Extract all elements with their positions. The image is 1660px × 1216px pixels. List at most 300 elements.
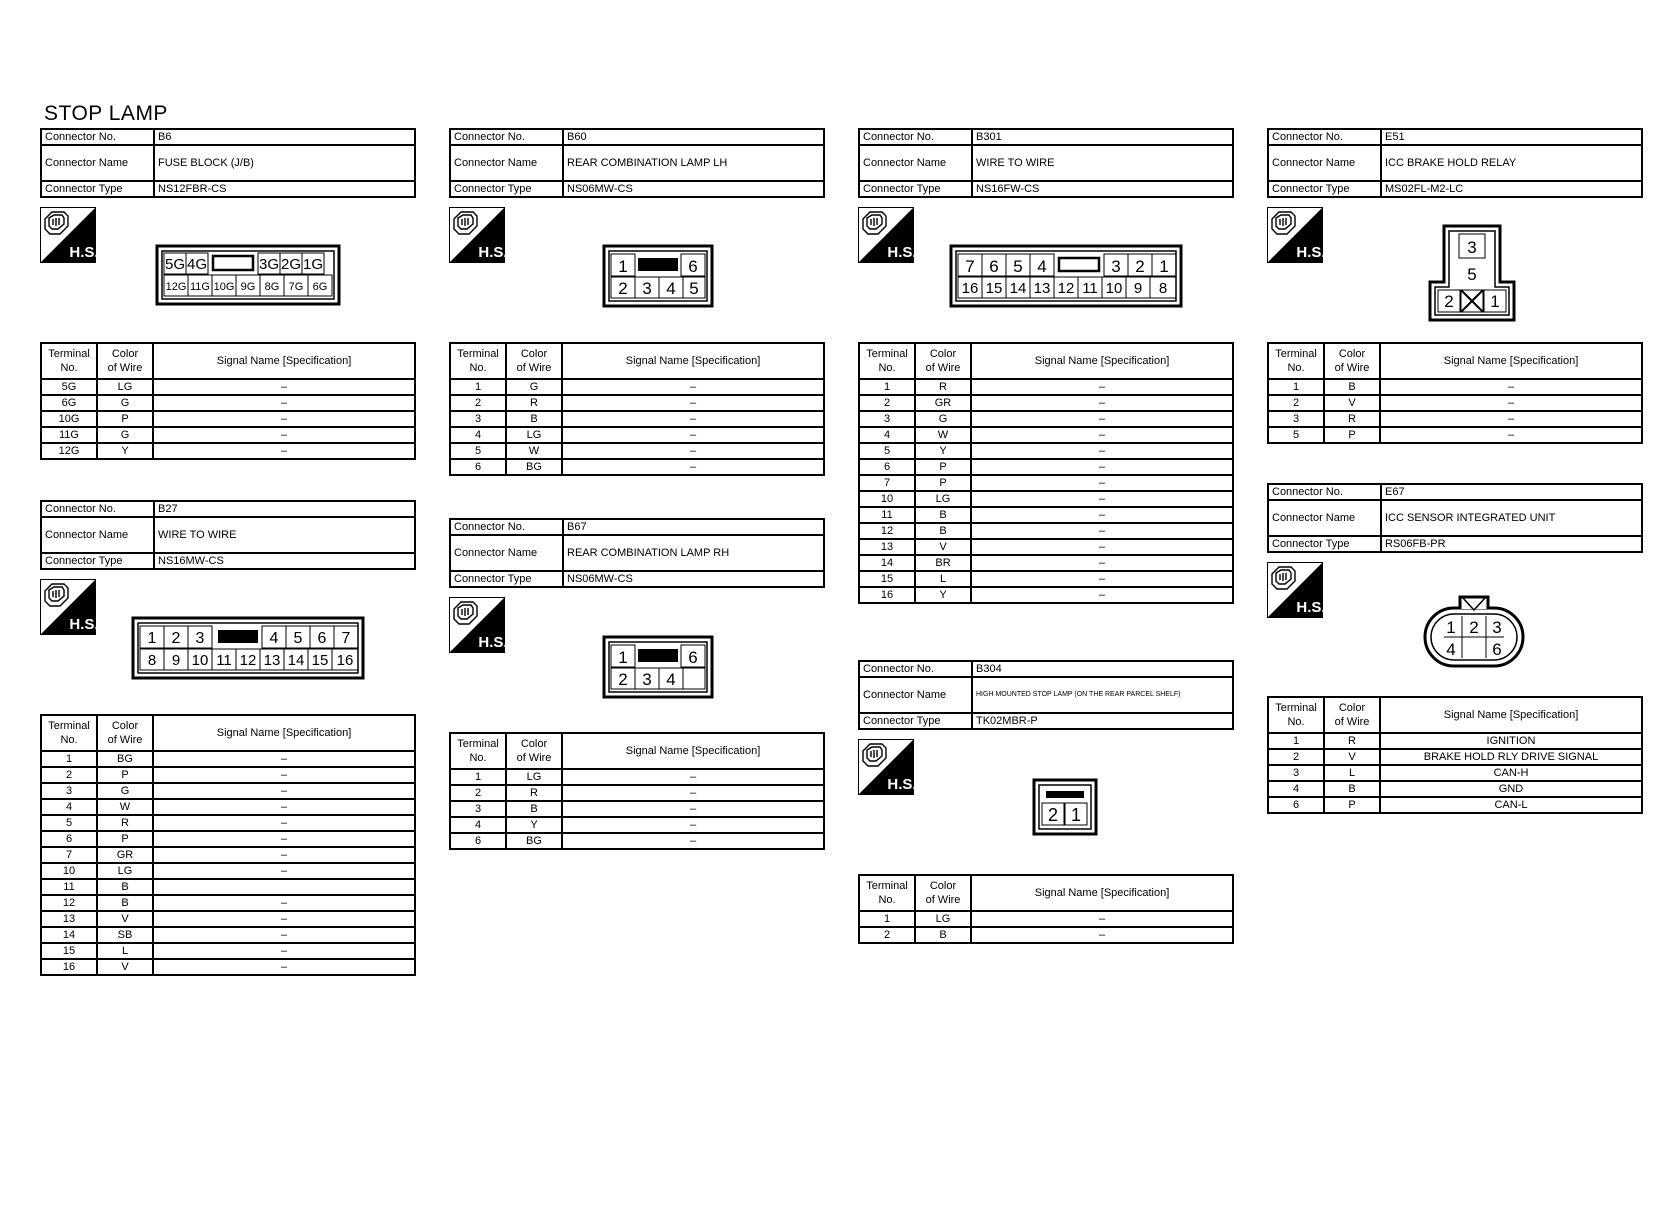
wire-color-header: Color of Wire — [506, 733, 562, 769]
connector-face-e67 — [1422, 592, 1526, 672]
pin-label: 4 — [666, 670, 676, 689]
wire-color-cell: P — [97, 411, 153, 427]
table-row — [41, 443, 415, 459]
pin-label: 5 — [293, 630, 303, 647]
pin-label: 1 — [1159, 257, 1169, 276]
table-row — [41, 959, 415, 975]
signal-name-cell — [153, 879, 415, 895]
table-row — [41, 831, 415, 847]
terminal-table — [1267, 342, 1643, 444]
wire-color-cell: P — [1324, 797, 1380, 813]
signal-name-cell: – — [1380, 411, 1642, 427]
connector-type-value: MS02FL-M2-LC — [1381, 181, 1642, 197]
terminal-cell: 4 — [859, 427, 915, 443]
table-row — [450, 459, 824, 475]
table-row — [450, 443, 824, 459]
wire-color-cell: Y — [506, 817, 562, 833]
terminal-cell: 13 — [859, 539, 915, 555]
pin-label: 13 — [263, 652, 281, 669]
pin-label: 2 — [618, 279, 628, 298]
pin-label: 1 — [147, 630, 157, 647]
signal-name-cell: – — [153, 411, 415, 427]
wire-color-header: Color of Wire — [1324, 697, 1380, 733]
pin-label: 12G — [165, 281, 187, 293]
connector-block-b27 — [40, 500, 416, 570]
table-row — [450, 427, 824, 443]
wire-color-cell: V — [1324, 395, 1380, 411]
key-slot — [638, 649, 678, 662]
connector-no-value: E51 — [1381, 129, 1642, 145]
signal-name-cell: – — [562, 817, 824, 833]
terminal-no-header: Terminal No. — [41, 343, 97, 379]
key-slot — [218, 630, 258, 643]
terminal-cell: 5 — [859, 443, 915, 459]
terminal-table — [1267, 696, 1643, 814]
terminal-cell: 6 — [450, 459, 506, 475]
pin-label: 12 — [1057, 280, 1075, 297]
signal-name-cell: – — [562, 427, 824, 443]
connector-name-value: HIGH MOUNTED STOP LAMP (ON THE REAR PARCEL SHELF) — [972, 677, 1233, 713]
wire-color-cell: B — [915, 507, 971, 523]
signal-name-cell: CAN-H — [1380, 765, 1642, 781]
pin-label: 2 — [1047, 805, 1059, 825]
pin-label: 4 — [269, 630, 279, 647]
hs-label: H.S. — [478, 244, 505, 261]
table-row — [41, 395, 415, 411]
wire-color-cell: LG — [915, 491, 971, 507]
connector-no-value: B60 — [563, 129, 824, 145]
connector-name-value: FUSE BLOCK (J/B) — [154, 145, 415, 181]
table-row — [1268, 427, 1642, 443]
signal-name-cell: – — [971, 475, 1233, 491]
pin-label: 3 — [642, 279, 652, 298]
connector-no-value: B67 — [563, 519, 824, 535]
connector-name-label: Connector Name — [450, 535, 563, 571]
page-title: STOP LAMP — [44, 102, 168, 125]
pin-label: 15 — [985, 280, 1003, 297]
signal-name-cell: – — [153, 815, 415, 831]
pin-label: 5 — [1013, 257, 1023, 276]
connector-name-label: Connector Name — [859, 145, 972, 181]
wire-color-cell: R — [506, 785, 562, 801]
signal-name-cell: – — [153, 847, 415, 863]
signal-name-cell: – — [153, 959, 415, 975]
hs-label: H.S. — [1296, 599, 1323, 616]
connector-name-value: ICC SENSOR INTEGRATED UNIT — [1381, 500, 1642, 536]
signal-name-cell: – — [153, 863, 415, 879]
pin-label: 4G — [186, 256, 208, 273]
signal-name-cell: – — [971, 571, 1233, 587]
hs-label: H.S. — [69, 616, 96, 633]
wire-color-cell: Y — [915, 587, 971, 603]
table-row — [450, 395, 824, 411]
pin-label: 14 — [1009, 280, 1027, 297]
terminal-cell: 6G — [41, 395, 97, 411]
terminal-cell: 4 — [450, 427, 506, 443]
signal-name-cell: – — [1380, 379, 1642, 395]
wire-color-cell: LG — [506, 769, 562, 785]
terminal-no-header: Terminal No. — [859, 343, 915, 379]
connector-block-e51 — [1267, 128, 1643, 198]
signal-name-cell: CAN-L — [1380, 797, 1642, 813]
hs-label: H.S. — [887, 244, 914, 261]
connector-no-label: Connector No. — [450, 519, 563, 535]
pin-label: 11G — [190, 281, 210, 293]
terminal-no-header: Terminal No. — [41, 715, 97, 751]
wire-color-cell: LG — [506, 427, 562, 443]
wire-color-cell: B — [1324, 781, 1380, 797]
signal-name-cell: – — [153, 443, 415, 459]
wire-color-cell: Y — [915, 443, 971, 459]
table-row — [41, 783, 415, 799]
hs-label: H.S. — [478, 634, 505, 651]
signal-name-cell: – — [562, 769, 824, 785]
terminal-cell: 13 — [41, 911, 97, 927]
pin-label: 3 — [1111, 257, 1121, 276]
terminal-cell: 2 — [450, 395, 506, 411]
terminal-cell: 10 — [859, 491, 915, 507]
terminal-cell: 16 — [859, 587, 915, 603]
table-row — [450, 817, 824, 833]
connector-info-table — [449, 128, 825, 198]
terminal-cell: 5 — [41, 815, 97, 831]
terminal-cell: 1 — [1268, 733, 1324, 749]
signal-table-e51 — [1267, 342, 1643, 444]
table-row — [450, 801, 824, 817]
terminal-cell: 3 — [41, 783, 97, 799]
table-row — [41, 767, 415, 783]
wire-color-header: Color of Wire — [915, 875, 971, 911]
terminal-cell: 11G — [41, 427, 97, 443]
table-row — [41, 895, 415, 911]
terminal-cell: 2 — [450, 785, 506, 801]
terminal-cell: 3 — [450, 411, 506, 427]
connector-block-b60 — [449, 128, 825, 198]
wire-color-cell: W — [915, 427, 971, 443]
pin-label: 2G — [280, 256, 302, 273]
terminal-cell: 6 — [41, 831, 97, 847]
signal-name-cell: – — [153, 927, 415, 943]
pin-label: 6 — [1492, 640, 1502, 659]
terminal-cell: 3 — [859, 411, 915, 427]
connector-name-value: REAR COMBINATION LAMP LH — [563, 145, 824, 181]
connector-block-b304 — [858, 660, 1234, 730]
table-row — [859, 507, 1233, 523]
harness-side-icon — [449, 597, 505, 653]
connector-block-b301 — [858, 128, 1234, 198]
terminal-no-header: Terminal No. — [1268, 697, 1324, 733]
table-row — [41, 943, 415, 959]
connector-name-value: ICC BRAKE HOLD RELAY — [1381, 145, 1642, 181]
table-row — [1268, 749, 1642, 765]
table-row — [859, 395, 1233, 411]
signal-name-cell: – — [1380, 395, 1642, 411]
wire-color-cell: BG — [506, 833, 562, 849]
pin-label: 2 — [1444, 292, 1454, 311]
pin-label: 3 — [1492, 618, 1502, 637]
wire-color-cell: L — [915, 571, 971, 587]
pin-label: 15 — [311, 652, 329, 669]
wire-color-cell: G — [97, 783, 153, 799]
wire-color-header: Color of Wire — [97, 343, 153, 379]
signal-name-cell: – — [153, 395, 415, 411]
connector-face-b304 — [1032, 778, 1098, 836]
pin-label: 12 — [239, 652, 257, 669]
wire-color-cell: V — [915, 539, 971, 555]
table-row — [859, 443, 1233, 459]
signal-name-cell: – — [153, 751, 415, 767]
wire-color-cell: W — [506, 443, 562, 459]
harness-side-icon — [858, 207, 914, 263]
pin-label: 6 — [989, 257, 999, 276]
signal-name-cell: – — [562, 459, 824, 475]
connector-face-e51 — [1428, 224, 1516, 322]
wire-color-cell: B — [506, 411, 562, 427]
signal-name-cell: BRAKE HOLD RLY DRIVE SIGNAL — [1380, 749, 1642, 765]
table-row — [859, 587, 1233, 603]
terminal-cell: 5 — [1268, 427, 1324, 443]
wire-color-cell: G — [97, 427, 153, 443]
wire-color-cell: B — [506, 801, 562, 817]
terminal-table — [40, 342, 416, 460]
signal-name-cell: – — [1380, 427, 1642, 443]
wire-color-cell: P — [915, 475, 971, 491]
pin-label: 5 — [689, 279, 699, 298]
connector-type-label: Connector Type — [1268, 536, 1381, 552]
table-row — [41, 879, 415, 895]
terminal-cell: 7 — [41, 847, 97, 863]
connector-block-b6 — [40, 128, 416, 198]
wire-color-cell: L — [1324, 765, 1380, 781]
signal-name-cell: – — [971, 395, 1233, 411]
terminal-cell: 4 — [41, 799, 97, 815]
connector-info-table — [1267, 483, 1643, 553]
connector-type-label: Connector Type — [41, 553, 154, 569]
wire-color-cell: B — [1324, 379, 1380, 395]
terminal-cell: 7 — [859, 475, 915, 491]
terminal-cell: 14 — [859, 555, 915, 571]
pin-label: 3 — [1467, 238, 1477, 257]
pin-label: 2 — [618, 670, 628, 689]
signal-table-b301 — [858, 342, 1234, 604]
harness-side-icon — [1267, 207, 1323, 263]
signal-name-cell: – — [971, 491, 1233, 507]
signal-name-header: Signal Name [Specification] — [1380, 343, 1642, 379]
wire-color-cell: P — [97, 767, 153, 783]
hs-label: H.S. — [69, 244, 96, 261]
connector-name-label: Connector Name — [1268, 145, 1381, 181]
terminal-cell: 15 — [41, 943, 97, 959]
pin-label: 6G — [312, 281, 328, 293]
connector-info-table — [858, 660, 1234, 730]
harness-side-icon — [40, 579, 96, 635]
signal-name-cell: – — [971, 587, 1233, 603]
connector-name-value: WIRE TO WIRE — [154, 517, 415, 553]
pin-label: 2 — [171, 630, 181, 647]
terminal-cell: 12G — [41, 443, 97, 459]
wire-color-cell: SB — [97, 927, 153, 943]
pin-label: 6 — [688, 648, 698, 667]
wire-color-cell: P — [97, 831, 153, 847]
connector-no-value: E67 — [1381, 484, 1642, 500]
signal-name-cell: – — [971, 539, 1233, 555]
hs-label: H.S. — [1296, 244, 1323, 261]
key-slot — [1046, 791, 1084, 798]
signal-name-header: Signal Name [Specification] — [971, 343, 1233, 379]
terminal-table — [858, 874, 1234, 944]
connector-no-label: Connector No. — [41, 129, 154, 145]
connector-type-label: Connector Type — [1268, 181, 1381, 197]
table-row — [859, 911, 1233, 927]
terminal-cell: 2 — [1268, 749, 1324, 765]
wire-color-cell: LG — [915, 911, 971, 927]
terminal-table — [40, 714, 416, 976]
signal-name-header: Signal Name [Specification] — [1380, 697, 1642, 733]
table-row — [41, 427, 415, 443]
table-row — [859, 539, 1233, 555]
terminal-cell: 2 — [41, 767, 97, 783]
connector-name-label: Connector Name — [1268, 500, 1381, 536]
terminal-cell: 12 — [41, 895, 97, 911]
pin-label: 7G — [288, 281, 304, 293]
signal-name-cell: – — [562, 395, 824, 411]
table-row — [41, 927, 415, 943]
pin-label: 4 — [1037, 257, 1047, 276]
connector-name-label: Connector Name — [41, 517, 154, 553]
connector-type-label: Connector Type — [41, 181, 154, 197]
pin-label: 10 — [191, 652, 209, 669]
connector-type-value: NS16FW-CS — [972, 181, 1233, 197]
connector-info-table — [858, 128, 1234, 198]
signal-name-cell: – — [562, 379, 824, 395]
connector-type-value: NS06MW-CS — [563, 571, 824, 587]
table-row — [41, 799, 415, 815]
pin-label: 14 — [287, 652, 305, 669]
signal-table-b67 — [449, 732, 825, 850]
signal-name-cell: IGNITION — [1380, 733, 1642, 749]
wire-color-cell: G — [915, 411, 971, 427]
terminal-cell: 11 — [859, 507, 915, 523]
wire-color-cell: L — [97, 943, 153, 959]
terminal-cell: 3 — [1268, 765, 1324, 781]
signal-name-cell: – — [153, 379, 415, 395]
pin-label: 4 — [666, 279, 676, 298]
wire-color-cell: BR — [915, 555, 971, 571]
signal-name-cell: – — [153, 831, 415, 847]
wire-color-cell: V — [97, 959, 153, 975]
wire-color-cell: GR — [915, 395, 971, 411]
pin-label: 2 — [1469, 618, 1479, 637]
terminal-cell: 4 — [450, 817, 506, 833]
terminal-cell: 6 — [859, 459, 915, 475]
terminal-table — [449, 732, 825, 850]
table-row — [450, 769, 824, 785]
wire-color-header: Color of Wire — [506, 343, 562, 379]
signal-name-header: Signal Name [Specification] — [971, 875, 1233, 911]
harness-side-icon — [40, 207, 96, 263]
signal-name-cell: – — [153, 895, 415, 911]
terminal-cell: 3 — [1268, 411, 1324, 427]
signal-name-cell: – — [971, 411, 1233, 427]
connector-no-value: B301 — [972, 129, 1233, 145]
terminal-no-header: Terminal No. — [450, 343, 506, 379]
table-row — [41, 847, 415, 863]
terminal-cell: 6 — [1268, 797, 1324, 813]
connector-type-value: TK02MBR-P — [972, 713, 1233, 729]
connector-no-value: B27 — [154, 501, 415, 517]
table-row — [450, 379, 824, 395]
connector-name-label: Connector Name — [41, 145, 154, 181]
table-row — [859, 475, 1233, 491]
signal-table-b304 — [858, 874, 1234, 944]
connector-type-value: NS12FBR-CS — [154, 181, 415, 197]
signal-name-cell: – — [562, 833, 824, 849]
wire-color-header: Color of Wire — [915, 343, 971, 379]
pin-label: 3 — [195, 630, 205, 647]
wire-color-cell: P — [1324, 427, 1380, 443]
connector-face-b6 — [155, 244, 341, 306]
table-row — [1268, 379, 1642, 395]
terminal-cell: 12 — [859, 523, 915, 539]
signal-name-cell: – — [153, 783, 415, 799]
table-row — [1268, 765, 1642, 781]
harness-side-icon — [858, 739, 914, 795]
pin-label: 11 — [216, 652, 232, 669]
table-row — [41, 911, 415, 927]
table-row — [1268, 797, 1642, 813]
pin-label: 9 — [171, 652, 181, 669]
connector-block-e67 — [1267, 483, 1643, 553]
terminal-cell: 1 — [859, 911, 915, 927]
connector-no-value: B304 — [972, 661, 1233, 677]
pin-label: 1 — [1070, 805, 1082, 825]
pin-label: 7 — [965, 257, 975, 276]
pin-label: 3G — [258, 256, 280, 273]
pin-label: 2 — [1135, 257, 1145, 276]
table-row — [41, 815, 415, 831]
wire-color-cell: BG — [506, 459, 562, 475]
terminal-table — [449, 342, 825, 476]
signal-table-b27 — [40, 714, 416, 976]
harness-side-icon — [1267, 562, 1323, 618]
wire-color-cell: LG — [97, 379, 153, 395]
terminal-cell: 3 — [450, 801, 506, 817]
signal-name-cell: – — [971, 911, 1233, 927]
terminal-cell: 2 — [1268, 395, 1324, 411]
connector-type-value: NS16MW-CS — [154, 553, 415, 569]
connector-name-label: Connector Name — [450, 145, 563, 181]
wire-color-cell: B — [915, 523, 971, 539]
wire-color-cell: G — [97, 395, 153, 411]
terminal-table — [858, 342, 1234, 604]
terminal-no-header: Terminal No. — [1268, 343, 1324, 379]
pin-label: 6 — [317, 630, 327, 647]
signal-name-cell: – — [562, 411, 824, 427]
table-row — [41, 863, 415, 879]
table-row — [41, 411, 415, 427]
terminal-cell: 4 — [1268, 781, 1324, 797]
signal-table-b60 — [449, 342, 825, 476]
wire-color-header: Color of Wire — [1324, 343, 1380, 379]
wire-color-cell: R — [97, 815, 153, 831]
table-row — [859, 427, 1233, 443]
terminal-no-header: Terminal No. — [859, 875, 915, 911]
signal-name-cell: – — [971, 927, 1233, 943]
signal-name-cell: – — [153, 427, 415, 443]
pin-label: 9 — [1133, 280, 1143, 297]
wire-color-cell: B — [97, 895, 153, 911]
terminal-cell: 1 — [450, 769, 506, 785]
